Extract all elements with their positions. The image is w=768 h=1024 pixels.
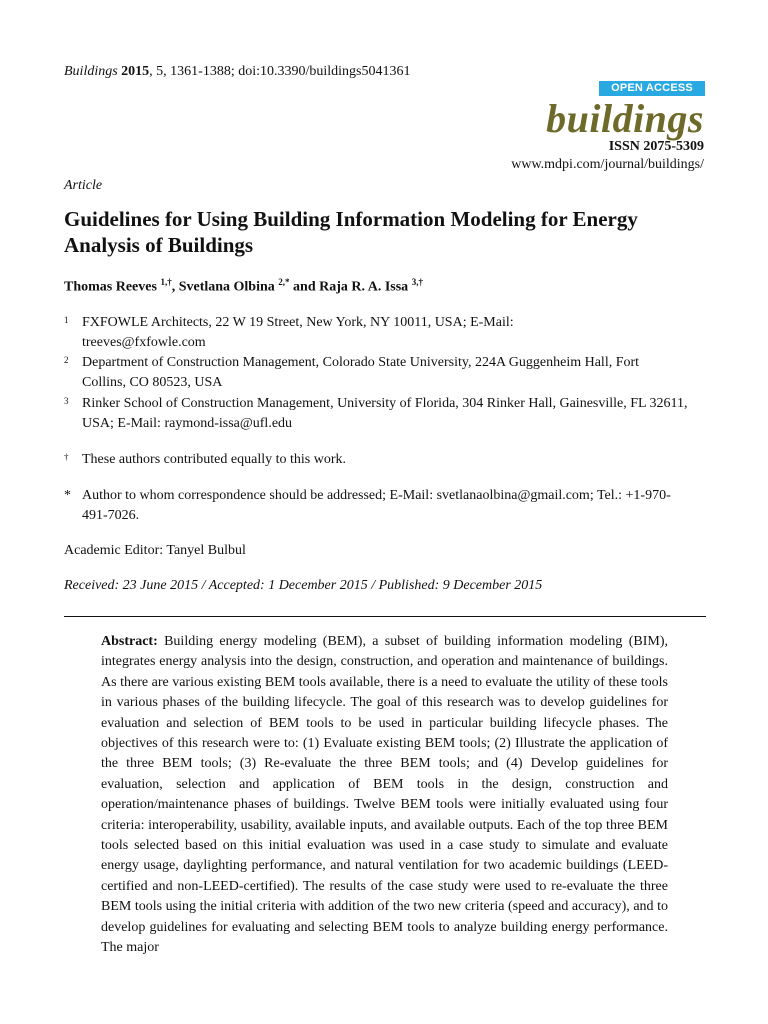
issn: ISSN 2075-5309	[608, 139, 704, 154]
author-name: Svetlana Olbina	[178, 279, 275, 295]
affiliation-2	[64, 353, 682, 393]
citation-journal: Buildings	[64, 64, 118, 79]
academic-editor: Academic Editor: Tanyel Bulbul	[64, 543, 246, 558]
author-list	[64, 277, 423, 296]
affiliation-text: Rinker School of Construction Management, University of Florida, 304 Rinker Hall, Gainesville, FL 32611, USA; E-Mail: raymond-issa@ufl.edu	[82, 396, 688, 431]
equal-contribution-note	[64, 450, 712, 470]
article-title: Guidelines for Using Building Information Modeling for Energy Analysis of Buildings	[64, 207, 638, 257]
affiliation-3	[64, 394, 704, 434]
section-divider	[64, 616, 706, 617]
affiliation-text: Department of Construction Management, Colorado State University, 224A Guggenheim Hall, Fort Collins, CO 80523, USA	[82, 355, 640, 390]
note-text: Author to whom correspondence should be addressed; E-Mail: svetlanaolbina@gmail.com; Tel.: +1-970-491-7026.	[82, 488, 671, 523]
article-type: Article	[64, 178, 103, 193]
affiliation-mark: 2	[64, 355, 69, 365]
abstract-label: Abstract:	[101, 634, 158, 649]
journal-logo: buildings	[546, 96, 704, 141]
affiliation-mark: 1	[64, 315, 69, 325]
open-access-badge: OPEN ACCESS	[599, 81, 705, 96]
author-separator: ,	[171, 279, 179, 295]
publication-dates: Received: 23 June 2015 / Accepted: 1 December 2015 / Published: 9 December 2015	[64, 578, 543, 593]
author-name: Raja R. A. Issa	[319, 279, 409, 295]
author-affiliation-mark: 2,*	[278, 277, 290, 287]
author-affiliation-mark: 3,†	[411, 277, 423, 287]
affiliation-mark: 3	[64, 396, 69, 406]
note-text: These authors contributed equally to this work.	[82, 452, 346, 467]
author-separator: and	[289, 279, 320, 295]
author-name: Thomas Reeves	[64, 279, 157, 295]
note-mark: †	[64, 452, 69, 462]
abstract-text: Building energy modeling (BEM), a subset of building information modeling (BIM), integrates energy analysis into the design, construction, and operation and maintenance of buildings. As there are various existing BEM tools available, there is a need to evaluate the utility of these tools in various phases of the building lifecycle. The goal of this research was to develop guidelines for evaluation and selection of BEM tools to be used in particular building lifecycle phases. The objectives of this research were to: (1) Evaluate existing BEM tools; (2) Illustrate the application of the three BEM tools; (3) Re-evaluate the three BEM tools; and (4) Develop guidelines for evaluation, selection and application of BEM tools in the design, construction and operation/maintenance phases of buildings. Twelve BEM tools were initially evaluated using four criteria: interoperability, usability, available inputs, and available outputs. Each of the top three BEM tools selected based on this initial evaluation was used in a case study to simulate and evaluate energy usage, daylighting performance, and natural ventilation for two academic buildings (LEED-certified and non-LEED-certified). The results of the case study were used to re-evaluate the three BEM tools using the initial criteria with addition of the two new criteria (speed and accuracy), and to develop guidelines for evaluating and selecting BEM tools to analyze building energy performance. The major	[101, 634, 669, 956]
citation-line	[64, 64, 411, 80]
note-mark: *	[64, 488, 71, 503]
journal-url[interactable]: www.mdpi.com/journal/buildings/	[511, 157, 704, 172]
citation-details: , 5, 1361-1388; doi:10.3390/buildings5041361	[149, 64, 411, 79]
affiliation-text: FXFOWLE Architects, 22 W 19 Street, New York, NY 10011, USA; E-Mail: treeves@fxfowle.com	[82, 315, 514, 350]
citation-year: 2015	[121, 64, 150, 79]
correspondence-note	[64, 486, 672, 526]
author-affiliation-mark: 1,†	[160, 277, 172, 287]
affiliation-1	[64, 313, 532, 353]
abstract	[101, 632, 668, 959]
